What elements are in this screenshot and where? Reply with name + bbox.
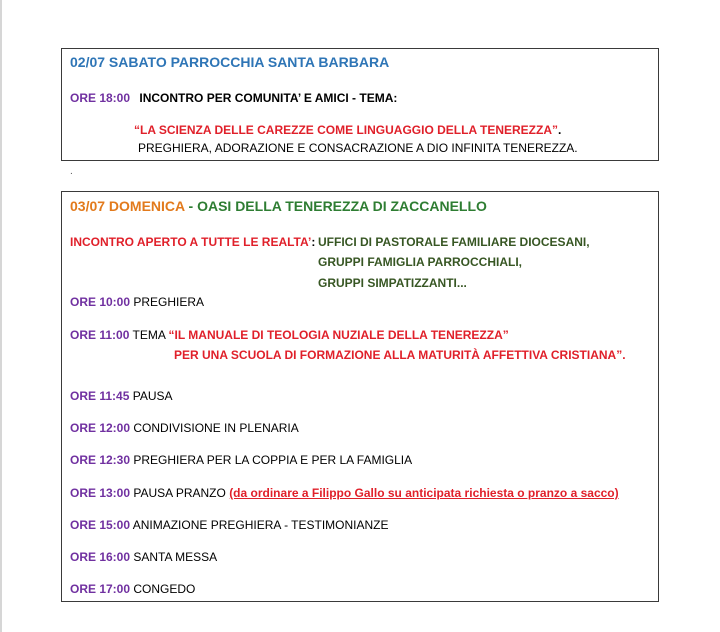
separator-dot: . xyxy=(70,166,73,177)
schedule-row-1100 xyxy=(70,328,509,342)
schedule-row-1600 xyxy=(70,550,217,564)
schedule-row-1200 xyxy=(70,421,299,435)
time-label: ORE 12:30 xyxy=(70,453,131,467)
theme-title: “LA SCIENZA DELLE CAREZZE COME LINGUAGGIO DELLA TENEREZZA” xyxy=(134,123,558,137)
time-label: ORE 11:00 xyxy=(70,328,130,342)
group-item: UFFICI DI PASTORALE FAMILIARE DIOCESANI, xyxy=(318,235,590,249)
group-item: GRUPPI SIMPATIZZANTI... xyxy=(318,276,467,290)
group-item: GRUPPI FAMIGLIA PARROCCHIALI, xyxy=(318,255,522,269)
schedule-row-1500 xyxy=(70,518,389,532)
time-label: ORE 13:00 xyxy=(70,486,131,500)
event-label: ANIMAZIONE PREGHIERA - TESTIMONIANZE xyxy=(132,518,389,532)
schedule-row-1230 xyxy=(70,453,412,467)
event-label: TEMA xyxy=(132,328,166,342)
event-label: PAUSA PRANZO xyxy=(133,486,226,500)
event-label: CONDIVISIONE IN PLENARIA xyxy=(133,421,299,435)
theme-title: “IL MANUALE DI TEOLOGIA NUZIALE DELLA TENEREZZA” xyxy=(168,328,509,342)
event-title: INCONTRO PER COMUNITA’ E AMICI - TEMA: xyxy=(139,91,398,105)
left-edge-line xyxy=(0,0,2,632)
schedule-row-1300 xyxy=(70,486,619,500)
open-meeting-label: INCONTRO APERTO A TUTTE LE REALTA’ xyxy=(70,235,312,249)
sunday-heading xyxy=(70,198,487,214)
time-label: ORE 10:00 xyxy=(70,295,131,309)
heading-dash: - xyxy=(184,198,198,214)
theme-subtitle: PER UNA SCUOLA DI FORMAZIONE ALLA MATURITÀ AFFETTIVA CRISTIANA”. xyxy=(174,348,626,362)
time-label: ORE 15:00 xyxy=(70,518,131,532)
time-label: ORE 12:00 xyxy=(70,421,131,435)
sunday-place: OASI DELLA TENEREZZA DI ZACCANELLO xyxy=(197,198,487,214)
time-label: ORE 11:45 xyxy=(70,389,130,403)
saturday-prayer: PREGHIERA, ADORAZIONE E CONSACRAZIONE A DIO INFINITA TENEREZZA. xyxy=(138,141,578,155)
time-label: ORE 16:00 xyxy=(70,550,131,564)
schedule-row-1700 xyxy=(70,582,195,596)
schedule-row-1145 xyxy=(70,389,173,403)
schedule-row-1000 xyxy=(70,295,204,309)
event-label: PAUSA xyxy=(132,389,173,403)
theme-end: . xyxy=(558,123,562,137)
sunday-date: 03/07 DOMENICA xyxy=(70,198,185,214)
event-label: PREGHIERA xyxy=(133,295,205,309)
time-label: ORE 17:00 xyxy=(70,582,131,596)
open-meeting-row xyxy=(70,235,315,249)
event-label: CONGEDO xyxy=(133,582,196,596)
time-label: ORE 18:00 xyxy=(70,91,131,105)
open-meeting-colon: : xyxy=(311,235,316,249)
saturday-1800-row xyxy=(70,91,397,105)
saturday-theme xyxy=(134,123,561,137)
lunch-note: (da ordinare a Filippo Gallo su anticipata richiesta o pranzo a sacco) xyxy=(229,486,619,500)
event-label: SANTA MESSA xyxy=(133,550,218,564)
event-label: PREGHIERA PER LA COPPIA E PER LA FAMIGLIA xyxy=(133,453,413,467)
saturday-date-heading: 02/07 SABATO PARROCCHIA SANTA BARBARA xyxy=(70,54,390,70)
